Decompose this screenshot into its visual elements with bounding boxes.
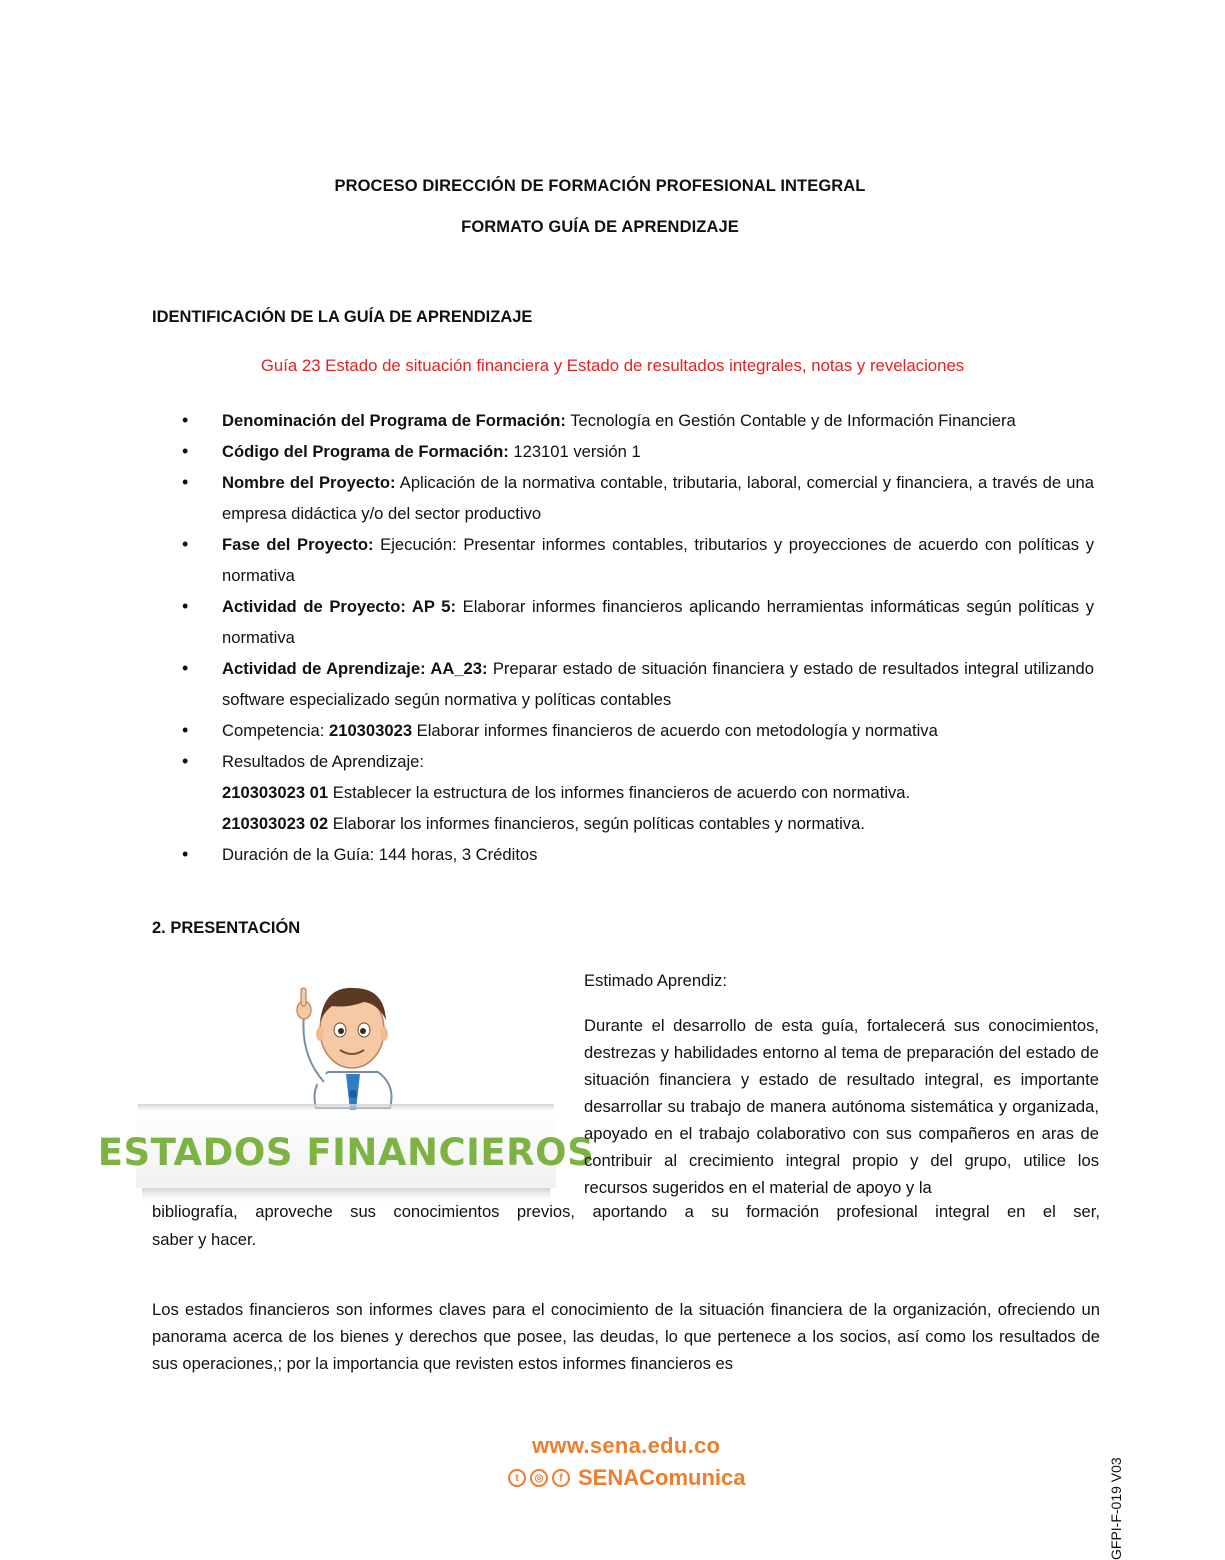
item-label: Código del Programa de Formación: <box>222 442 509 461</box>
list-item <box>182 839 1094 870</box>
learning-result <box>222 808 1094 839</box>
list-item <box>182 653 1094 715</box>
list-item <box>182 715 1094 746</box>
presentation-paragraph: Durante el desarrollo de esta guía, fortalecerá sus conocimientos, destrezas y habilidades entorno al tema de preparación del estado de situación financiera y estado de resultado integral, es importante desarrollar su trabajo de manera autónoma sistemática y organizada, apoyado en el trabajo colaborativo con sus compañeros en aras de contribuir al crecimiento integral propio y del grupo, utilice los recursos sugeridos en el material de apoyo y la <box>584 1016 1099 1197</box>
social-brand: SENAComunica <box>578 1465 746 1490</box>
item-label: Nombre del Proyecto: <box>222 473 396 492</box>
banner-text: ESTADOS FINANCIEROS <box>97 1131 595 1174</box>
result-text: Establecer la estructura de los informes financieros de acuerdo con normativa. <box>328 783 911 802</box>
presentation-continuation: bibliografía, aproveche sus conocimientos previos, aportando a su formación profesional integral en el ser, <box>152 1202 1100 1221</box>
facebook-icon[interactable]: f <box>552 1469 570 1487</box>
form-code: GFPI-F-019 V03 <box>1108 1457 1124 1560</box>
financial-statements-paragraph: Los estados financieros son informes claves para el conocimiento de la situación financiera de la organización, ofreciendo un panorama acerca de los bienes y derechos que posee, las deudas, lo que pertenece a los socios, así como los resultados de sus operaciones,; por la importancia que revisten estos informes financieros es <box>152 1300 1100 1373</box>
estados-financieros-illustration <box>97 960 595 1215</box>
item-prefix: Competencia: <box>222 721 329 740</box>
learning-result <box>222 777 1094 808</box>
format-title: FORMATO GUÍA DE APRENDIZAJE <box>461 218 739 236</box>
item-value: Elaborar informes financieros aplicando herramientas informáticas según políticas y normativa <box>222 597 1095 647</box>
result-text: Elaborar los informes financieros, según políticas contables y normativa. <box>328 814 865 833</box>
item-value: Ejecución: Presentar informes contables, tributarios y proyecciones de acuerdo con políticas y normativa <box>222 535 1094 585</box>
item-label: Fase del Proyecto: <box>222 535 374 554</box>
item-label: 210303023 <box>329 721 413 740</box>
item-value: Tecnología en Gestión Contable y de Información Financiera <box>565 411 1016 430</box>
identification-heading: IDENTIFICACIÓN DE LA GUÍA DE APRENDIZAJE <box>152 308 533 326</box>
identification-list <box>182 405 1094 870</box>
footer-url[interactable]: www.sena.edu.co <box>532 1433 721 1458</box>
item-label: Denominación del Programa de Formación: <box>222 411 566 430</box>
guide-title: Guía 23 Estado de situación financiera y Estado de resultados integrales, notas y revelaciones <box>260 356 965 375</box>
list-item <box>182 405 1094 436</box>
list-item <box>182 467 1094 529</box>
instagram-icon[interactable]: ◎ <box>530 1469 548 1487</box>
presentation-heading: 2. PRESENTACIÓN <box>152 919 301 937</box>
item-label: Actividad de Proyecto: AP 5: <box>222 597 457 616</box>
greeting: Estimado Aprendiz: <box>584 971 727 990</box>
result-code: 210303023 02 <box>222 814 329 833</box>
teacher-character <box>297 988 392 1110</box>
list-item <box>182 529 1094 591</box>
item-value: Elaborar informes financieros de acuerdo con metodología y normativa <box>412 721 938 740</box>
presentation-continuation-end: saber y hacer. <box>152 1230 257 1249</box>
item-value: Aplicación de la normativa contable, tributaria, laboral, comercial y financiera, a través de una empresa didáctica y/o del sector productivo <box>222 473 1094 523</box>
item-label: Actividad de Aprendizaje: AA_23: <box>222 659 488 678</box>
item-prefix: Duración de la Guía: 144 horas, 3 Créditos <box>222 845 538 864</box>
twitter-icon[interactable]: t <box>508 1469 526 1487</box>
item-prefix: • Resultados de Aprendizaje: <box>222 752 425 771</box>
list-item <box>182 746 1094 839</box>
result-code: 210303023 01 <box>222 783 329 802</box>
process-title: PROCESO DIRECCIÓN DE FORMACIÓN PROFESIONAL INTEGRAL <box>334 177 866 195</box>
list-item <box>182 436 1094 467</box>
item-value: 123101 versión 1 <box>508 442 641 461</box>
footer-social <box>508 1465 745 1491</box>
item-value: Preparar estado de situación financiera y estado de resultados integral utilizando software especializado según normativa y políticas contables <box>222 659 1094 709</box>
list-item <box>182 591 1094 653</box>
